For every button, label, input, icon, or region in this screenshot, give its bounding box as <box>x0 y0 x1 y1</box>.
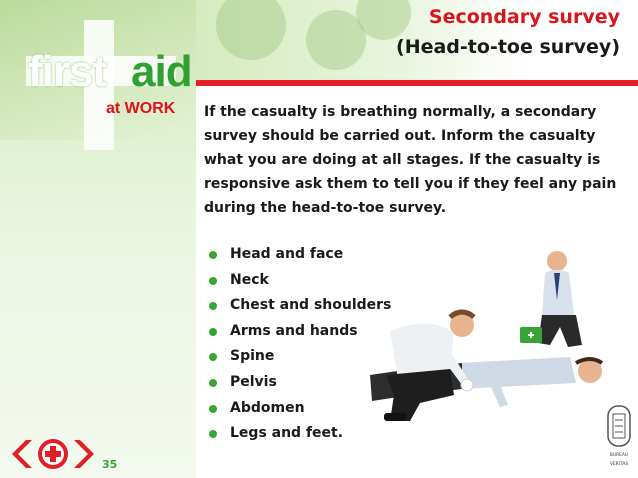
list-item-label: Chest and shoulders <box>230 297 392 314</box>
logo-tagline: at WORK <box>106 100 176 117</box>
bullet-dot-icon <box>209 353 217 361</box>
first-aiders-illustration <box>350 245 620 425</box>
bullet-dot-icon <box>209 328 217 336</box>
list-item-label: Abdomen <box>230 399 305 416</box>
list-item-label: Neck <box>230 271 269 288</box>
first-aider-kneeling-back <box>520 251 582 347</box>
chevron-left-icon[interactable] <box>12 440 32 468</box>
page-title: Secondary survey <box>428 6 620 28</box>
list-item-label: Head and face <box>230 246 344 262</box>
bullet-dot-icon <box>209 430 217 438</box>
navigation-controls <box>8 436 98 472</box>
first-aid-cross-icon[interactable] <box>37 438 69 470</box>
svg-text:BUREAU: BUREAU <box>609 453 629 458</box>
list-item-label: Arms and hands <box>230 322 358 339</box>
page-subtitle: (Head-to-toe survey) <box>396 36 620 58</box>
sidebar <box>0 0 196 478</box>
list-item-label: Pelvis <box>230 373 277 390</box>
title-divider <box>196 80 638 86</box>
logo-word-first: first <box>28 47 107 96</box>
logo-word-aid: aid <box>131 47 192 96</box>
bureau-veritas-logo <box>606 404 632 470</box>
slide-navigation <box>8 436 98 472</box>
list-item-label: Spine <box>230 348 275 365</box>
chevron-right-icon[interactable] <box>74 440 94 468</box>
svg-text:VERITAS: VERITAS <box>609 462 629 467</box>
bullet-dot-icon <box>209 251 217 259</box>
bullet-dot-icon <box>209 277 217 285</box>
bullet-dot-icon <box>209 302 217 310</box>
bullet-dot-icon <box>209 379 217 387</box>
bullet-dot-icon <box>209 405 217 413</box>
list-item-label: Legs and feet. <box>230 425 344 442</box>
intro-paragraph: If the casualty is breathing normally, a secondary survey should be carried out. Inform the casualty what you are doing at all stages. If the casualty is responsive ask them to tell you if they feel any pain during the head-to-toe survey. <box>204 104 617 216</box>
page-number: 35 <box>102 458 118 471</box>
header-photo-figure <box>216 0 286 60</box>
